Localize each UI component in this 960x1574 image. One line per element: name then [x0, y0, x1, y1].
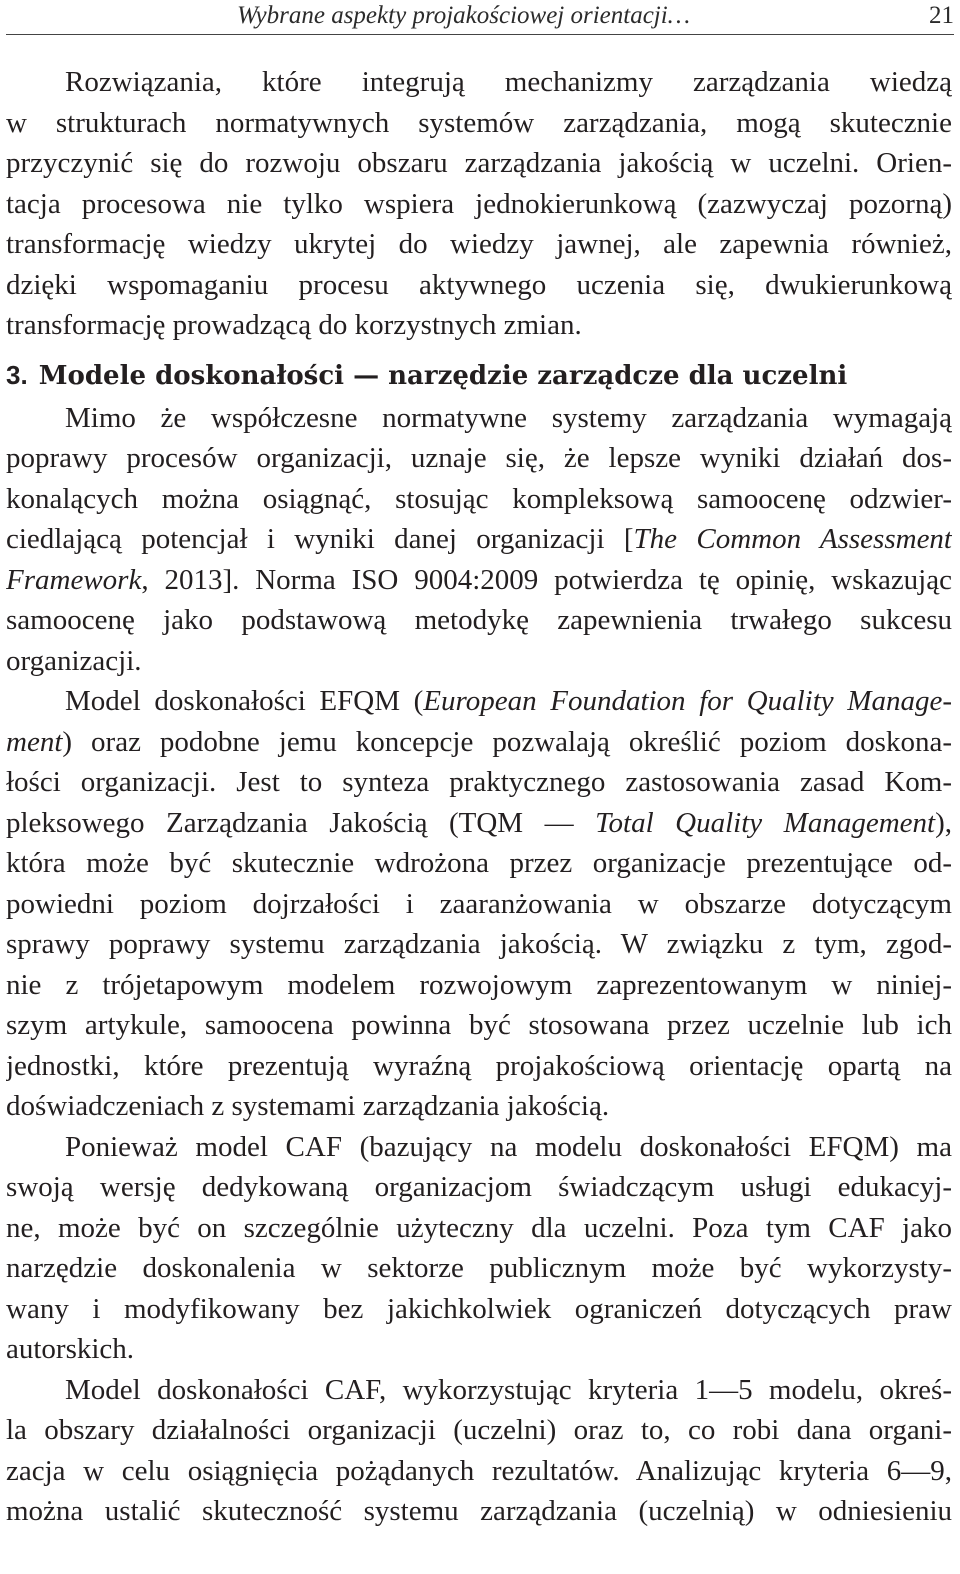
text-line	[6, 1005, 952, 1046]
text-run: przyczynić się do rozwoju obszaru zarządzania jakością w uczelni. Orien-	[6, 147, 952, 179]
text-line	[6, 843, 952, 884]
text-run: doświadczeniach z systemami zarządzania jakością.	[6, 1090, 610, 1122]
text-line	[6, 1248, 952, 1289]
text-line	[6, 1086, 952, 1127]
paragraph	[6, 1127, 952, 1370]
text-run: poprawy procesów organizacji, uznaje się, że lepsze wyniki działań dos-	[6, 442, 952, 474]
text-line	[6, 224, 952, 265]
section-heading	[6, 352, 952, 398]
text-run: sprawy poprawy systemu zarządzania jakością. W związku z tym, zgod-	[6, 928, 952, 960]
text-run: dzięki wspomaganiu procesu aktywnego uczenia się, dwukierunkową	[6, 268, 952, 301]
text-run: ) oraz podobne jemu koncepcje pozwalają określić poziom doskona-	[62, 725, 952, 758]
text-line	[6, 1491, 952, 1532]
text-line	[6, 681, 952, 722]
text-line	[6, 803, 952, 844]
paragraph	[6, 62, 952, 346]
text-run: pleksowego Zarządzania Jakością (TQM —	[6, 806, 596, 839]
text-line	[6, 1127, 952, 1168]
section-number: 3.	[6, 359, 28, 390]
text-line	[6, 924, 952, 965]
text-line	[6, 1208, 952, 1249]
text-run: można ustalić skuteczność systemu zarządzania (uczelnią) w odniesieniu	[6, 1495, 952, 1527]
paragraph	[6, 1370, 952, 1532]
text-line	[6, 305, 952, 346]
text-line	[6, 479, 952, 520]
text-line	[6, 1289, 952, 1330]
text-run: wany i modyfikowany bez jakichkolwiek ograniczeń dotyczących praw	[6, 1292, 952, 1325]
text-run: która może być skutecznie wdrożona przez organizacje prezentujące od-	[6, 847, 952, 879]
page-number: 21	[929, 2, 954, 29]
italic-run: European Foundation for Quality Manage-	[423, 685, 952, 717]
text-run: la obszary działalności organizacji (uczelni) oraz to, co robi dana organi-	[6, 1414, 952, 1446]
text-line	[6, 641, 952, 682]
text-line	[6, 265, 952, 306]
text-run: Mimo że współczesne normatywne systemy zarządzania wymagają	[65, 401, 952, 434]
text-run: transformację wiedzy ukrytej do wiedzy jawnej, ale zapewnia również,	[6, 228, 952, 260]
text-line	[6, 184, 952, 225]
text-run: narzędzie doskonalenia w sektorze publicznym może być wykorzysty-	[6, 1252, 952, 1284]
text-line	[6, 519, 952, 560]
text-run: w strukturach normatywnych systemów zarządzania, mogą skutecznie	[6, 106, 952, 139]
text-line	[6, 1370, 952, 1411]
text-run: nie z trójetapowym modelem rozwojowym zaprezentowanym w niniej-	[6, 968, 952, 1001]
italic-run: Framework	[6, 563, 142, 596]
text-run: samoocenę jako podstawową metodykę zapewnienia trwałego sukcesu	[6, 604, 952, 636]
text-line	[6, 1046, 952, 1087]
text-run: ne, może być on szczególnie użyteczny dla uczelni. Poza tym CAF jako	[6, 1211, 952, 1244]
text-run: łości organizacji. Jest to synteza praktycznego zastosowania zasad Kom-	[6, 766, 952, 798]
text-line	[6, 438, 952, 479]
text-line	[6, 1410, 952, 1451]
text-line	[6, 884, 952, 925]
text-run: swoją wersję dedykowaną organizacjom świadczącym usługi edukacyj-	[6, 1171, 952, 1203]
text-run: Rozwiązania, które integrują mechanizmy zarządzania wiedzą	[65, 66, 952, 98]
page-body	[6, 62, 952, 1532]
text-line	[6, 762, 952, 803]
text-run: zacja w celu osiągnięcia pożądanych rezultatów. Analizując kryteria 6—9,	[6, 1454, 952, 1487]
text-line	[6, 143, 952, 184]
text-run: jednostki, które prezentują wyraźną projakościową orientację opartą na	[6, 1049, 952, 1082]
text-line	[6, 1329, 952, 1370]
text-run: konalących można osiągnąć, stosując kompleksową samoocenę odzwier-	[6, 482, 952, 515]
text-run: autorskich.	[6, 1333, 135, 1365]
text-line	[6, 560, 952, 601]
text-line	[6, 398, 952, 439]
text-line	[6, 1167, 952, 1208]
text-run: Ponieważ model CAF (bazujący na modelu doskonałości EFQM) ma	[65, 1130, 952, 1163]
text-run: tacja procesowa nie tylko wspiera jednokierunkową (zazwyczaj pozorną)	[6, 187, 952, 220]
text-run: transformację prowadzącą do korzystnych zmian.	[6, 309, 582, 341]
text-run: Model doskonałości EFQM (	[65, 685, 424, 717]
italic-run: ment	[6, 725, 63, 758]
text-run: ),	[935, 806, 952, 839]
text-run: organizacji.	[6, 644, 142, 677]
text-line	[6, 1451, 952, 1492]
paragraph	[6, 398, 952, 682]
text-line	[6, 62, 952, 103]
text-run: Model doskonałości CAF, wykorzystując kryteria 1—5 modelu, okreś-	[65, 1373, 952, 1406]
text-run: szym artykule, samoocena powinna być stosowana przez uczelnie lub ich	[6, 1009, 952, 1041]
text-line	[6, 965, 952, 1006]
text-run: ciedlającą potencjał i wyniki danej organizacji [	[6, 523, 634, 555]
running-header	[6, 0, 954, 35]
text-line	[6, 600, 952, 641]
section-title: Modele doskonałości — narzędzie zarządcze dla uczelni	[38, 360, 848, 391]
text-run: powiedni poziom dojrzałości i zaaranżowania w obszarze dotyczącym	[6, 887, 952, 920]
text-line	[6, 103, 952, 144]
text-line	[6, 722, 952, 763]
text-run: , 2013]. Norma ISO 9004:2009 potwierdza tę opinię, wskazując	[141, 563, 952, 596]
italic-run: The Common Assessment	[633, 523, 952, 555]
paragraph	[6, 681, 952, 1127]
italic-run: Total Quality Management	[595, 806, 936, 839]
running-title: Wybrane aspekty projakościowej orientacji…	[237, 2, 690, 29]
